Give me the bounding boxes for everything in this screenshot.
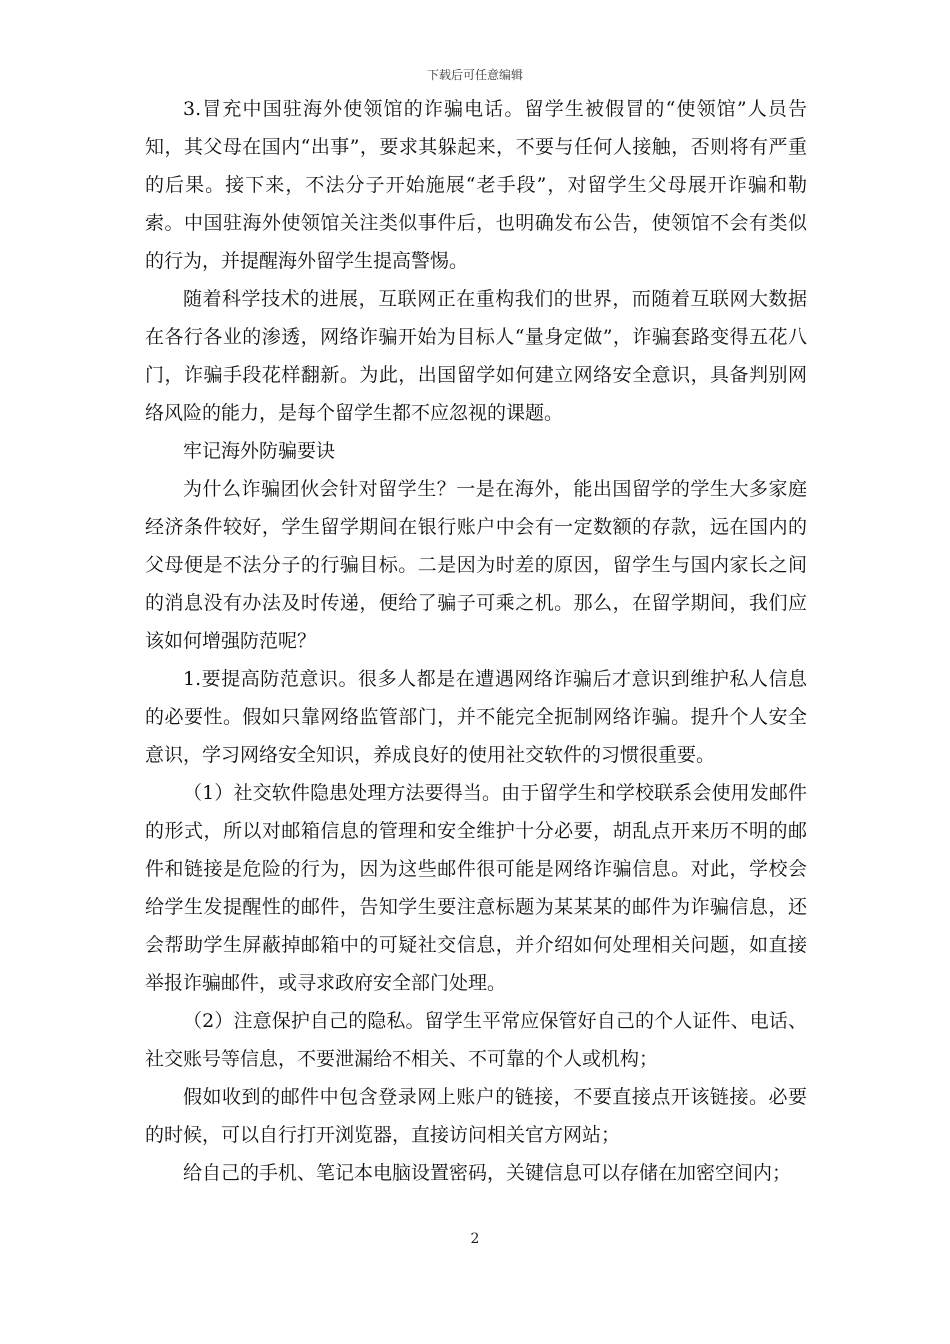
paragraph-device-passwords: 给自己的手机、笔记本电脑设置密码，关键信息可以存储在加密空间内； (183, 1162, 792, 1184)
paragraph-why-students-targeted: 为什么诈骗团伙会针对留学生？一是在海外，能出国留学的学生大多家庭经济条件较好，学生留学期间在银行账户中会有一定数额的存款，远在国内的父母便是不法分子的行骗目标。二是因为时差的原因，留学生与国内家长之间的消息没有办法及时传递，便给了骗子可乘之机。那么，在留学期间，我们应该如何增强防范呢？ (145, 478, 807, 652)
section-heading-anti-fraud-tips: 牢记海外防骗要诀 (183, 440, 336, 462)
paragraph-protect-privacy: （2）注意保护自己的隐私。留学生平常应保管好自己的个人证件、电话、社交账号等信息，不要泄漏给不相关、不可靠的个人或机构； (145, 1010, 807, 1070)
document-body (145, 90, 807, 1192)
page-header-note: 下载后可任意编辑 (426, 68, 523, 82)
paragraph-impersonation-scam: 3.冒充中国驻海外使领馆的诈骗电话。留学生被假冒的“使领馆”人员告知，其父母在国内“出事”，要求其躲起来，不要与任何人接触，否则将有严重的后果。接下来，不法分子开始施展“老手段”，对留学生父母展开诈骗和勒索。中国驻海外使领馆关注类似事件后，也明确发布公告，使领馆不会有类似的行为，并提醒海外留学生提高警惕。 (145, 98, 807, 272)
page-number: 2 (470, 1231, 480, 1247)
paragraph-social-software-risks: （1）社交软件隐患处理方法要得当。由于留学生和学校联系会使用发邮件的形式，所以对邮箱信息的管理和安全维护十分必要，胡乱点开来历不明的邮件和链接是危险的行为，因为这些邮件很可能是网络诈骗信息。对此，学校会给学生发提醒性的邮件，告知学生要注意标题为某某某的邮件为诈骗信息，还会帮助学生屏蔽掉邮箱中的可疑社交信息，并介绍如何处理相关问题，如直接举报诈骗邮件，或寻求政府安全部门处理。 (145, 782, 807, 994)
paragraph-internet-fraud-trend: 随着科学技术的进展，互联网正在重构我们的世界，而随着互联网大数据在各行各业的渗透，网络诈骗开始为目标人“量身定做”，诈骗套路变得五花八门，诈骗手段花样翻新。为此，出国留学如何建立网络安全意识，具备判别网络风险的能力，是每个留学生都不应忽视的课题。 (145, 288, 807, 424)
paragraph-email-links: 假如收到的邮件中包含登录网上账户的链接，不要直接点开该链接。必要的时候，可以自行打开浏览器，直接访问相关官方网站； (145, 1086, 807, 1146)
paragraph-raise-awareness: 1.要提高防范意识。很多人都是在遭遇网络诈骗后才意识到维护私人信息的必要性。假如只靠网络监管部门，并不能完全扼制网络诈骗。提升个人安全意识，学习网络安全知识，养成良好的使用社交软件的习惯很重要。 (145, 668, 807, 766)
